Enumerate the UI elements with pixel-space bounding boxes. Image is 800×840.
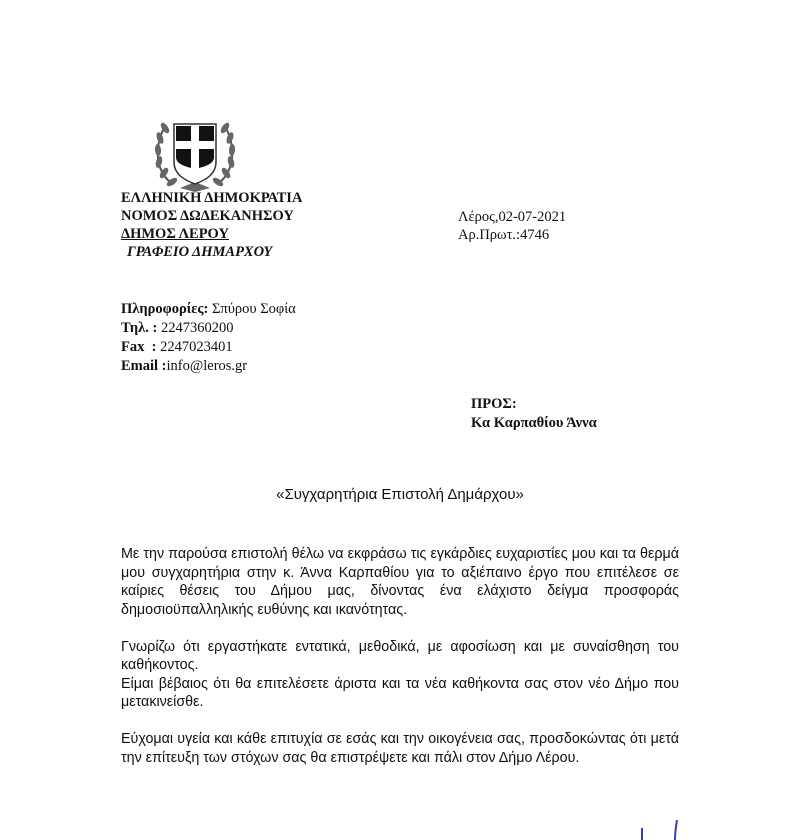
fax-label: Fax :: [121, 339, 157, 355]
date-protocol-block: [458, 208, 566, 244]
phone-value: 2247360200: [157, 320, 234, 336]
body-paragraph: Εύχομαι υγεία και κάθε επιτυχία σε εσάς και την οικογένεια σας, προσδοκώντας ότι μετά την επίτευξη των στόχων σας θα επιστρέψετε και πάλι στον Δήμο Λέρου.: [121, 731, 679, 766]
email-label: Email :: [121, 358, 167, 374]
recipient-block: [471, 395, 597, 433]
issuer-municipality: ΔΗΜΟΣ ΛΕΡΟΥ: [121, 226, 229, 242]
issuer-prefecture: ΝΟΜΟΣ ΔΩΔΕΚΑΝΗΣΟΥ: [121, 208, 294, 224]
body-paragraph: Είμαι βέβαιος ότι θα επιτελέσετε άριστα και τα νέα καθήκοντα σας στον νέο Δήμο που μετακινείσθε.: [121, 675, 679, 710]
contact-phone-row: [121, 319, 296, 338]
phone-label: Τηλ. :: [121, 320, 158, 336]
contact-info-row: [121, 300, 296, 319]
email-value: info@leros.gr: [166, 358, 248, 374]
info-label: Πληροφορίες:: [121, 301, 209, 317]
handwritten-signature-icon: [630, 820, 690, 840]
body-paragraph: Με την παρούσα επιστολή θέλω να εκφράσω τις εγκάρδιες ευχαριστίες μου και τα θερμά μου συγχαρητήρια στην κ. Άννα Καρπαθίου για το αξιέπαινο έργο που επιτέλεσε σε καίριες θέσεις του Δήμου μας, δίνοντας ένα ελάχιστο δείγμα προσφοράς δημοσιοϋπαλληλικής ευθύνης και ικανότητας.: [121, 546, 679, 618]
info-value: Σπύρου Σοφία: [208, 301, 296, 317]
body-paragraph: Γνωρίζω ότι εργαστήκατε εντατικά, μεθοδικά, με αφοσίωση και με συναίσθηση του καθήκοντος.: [121, 638, 679, 673]
recipient-label: ΠΡΟΣ:: [471, 396, 517, 412]
contact-fax-row: [121, 338, 296, 357]
greek-coat-of-arms-icon: [150, 112, 240, 196]
protocol-number: Αρ.Πρωτ.:4746: [458, 227, 550, 243]
letter-subject: «Συγχαρητήρια Επιστολή Δημάρχου»: [276, 486, 524, 503]
recipient-name: Κα Καρπαθίου Άννα: [471, 415, 597, 431]
contact-email-row: [121, 357, 296, 376]
place-date: Λέρος,02-07-2021: [458, 209, 567, 225]
issuer-block: [121, 189, 302, 261]
letter-body: [121, 545, 679, 767]
issuer-office: ΓΡΑΦΕΙΟ ΔΗΜΑΡΧΟΥ: [127, 244, 273, 260]
issuer-country: ΕΛΛΗΝΙΚΗ ΔΗΜΟΚΡΑΤΙΑ: [121, 190, 303, 206]
fax-value: 2247023401: [156, 339, 233, 355]
contact-block: [121, 300, 296, 376]
